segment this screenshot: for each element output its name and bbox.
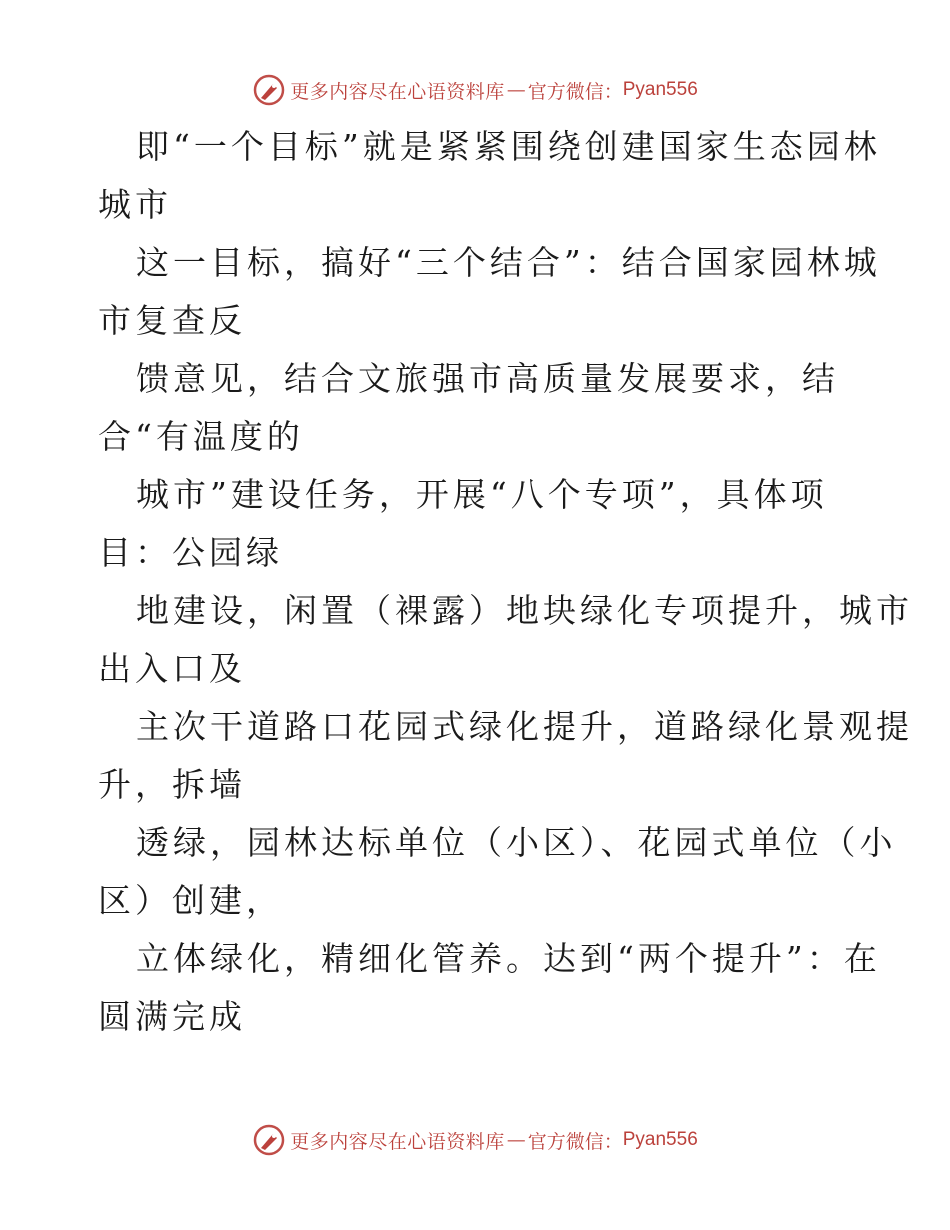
header-watermark bbox=[0, 70, 950, 110]
header-watermark-text: 更多内容尽在心语资料库 bbox=[290, 80, 505, 103]
footer-wechat-id: Pyan556 bbox=[622, 1129, 698, 1150]
body-line: 目：公园绿 bbox=[98, 533, 283, 572]
document-body bbox=[98, 118, 913, 1046]
body-line: 城市 bbox=[98, 185, 172, 224]
pen-nib-logo-icon bbox=[252, 73, 286, 107]
body-line: 市复查反 bbox=[98, 301, 246, 340]
footer-watermark-separator: — bbox=[506, 1129, 526, 1151]
body-line: 城市”建设任务，开展“八个专项”，具体项 bbox=[136, 475, 828, 514]
body-line: 馈意见，结合文旅强市高质量发展要求，结 bbox=[136, 359, 839, 398]
body-line: 地建设，闲置（裸露）地块绿化专项提升，城市 bbox=[136, 591, 913, 630]
footer-watermark-text: 更多内容尽在心语资料库 bbox=[290, 1130, 505, 1153]
body-line: 即“一个目标”就是紧紧围绕创建国家生态园林 bbox=[136, 127, 881, 166]
footer-wechat-label: 官方微信： bbox=[527, 1130, 623, 1153]
header-wechat-id: Pyan556 bbox=[622, 79, 698, 100]
body-line: 区）创建， bbox=[98, 881, 283, 920]
body-line: 合“有温度的 bbox=[98, 417, 304, 456]
body-line: 主次干道路口花园式绿化提升，道路绿化景观提 bbox=[136, 707, 913, 746]
header-wechat-label: 官方微信： bbox=[527, 80, 623, 103]
body-line: 这一目标，搞好“三个结合”：结合国家园林城 bbox=[136, 243, 881, 282]
footer-watermark bbox=[0, 1120, 950, 1160]
body-line: 透绿，园林达标单位（小区）、花园式单位（小 bbox=[136, 823, 897, 862]
pen-nib-logo-icon bbox=[252, 1123, 286, 1157]
body-line: 圆满完成 bbox=[98, 997, 246, 1036]
body-line: 出入口及 bbox=[98, 649, 246, 688]
header-watermark-separator: — bbox=[506, 79, 526, 101]
body-line: 立体绿化，精细化管养。达到“两个提升”：在 bbox=[136, 939, 881, 978]
body-line: 升，拆墙 bbox=[98, 765, 246, 804]
